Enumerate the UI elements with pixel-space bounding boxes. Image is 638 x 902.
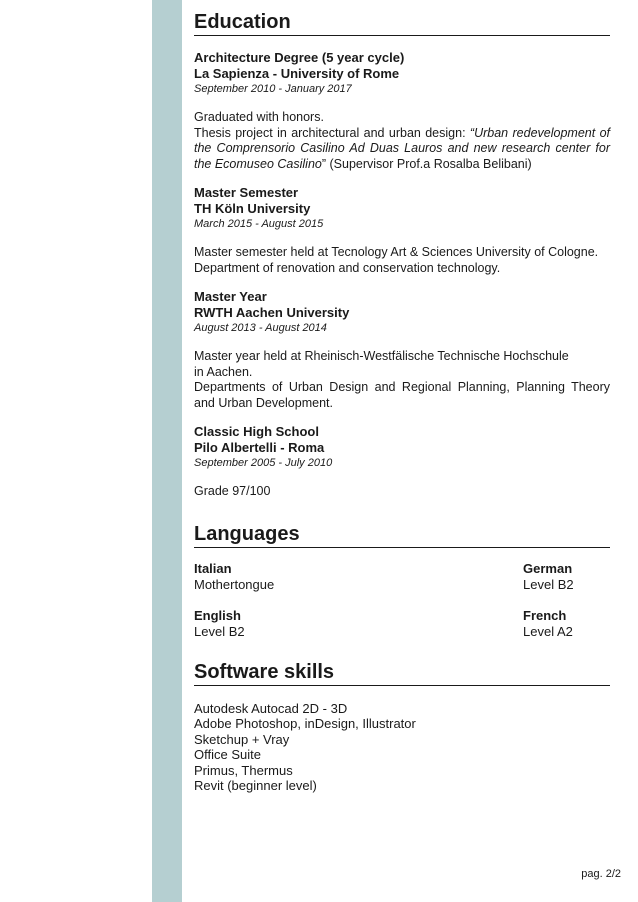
description-line: Master semester held at Tecnology Art & Sciences University of Cologne. <box>194 245 599 259</box>
language-item <box>523 561 593 593</box>
languages-row <box>194 608 610 640</box>
languages-title: Languages <box>194 522 610 548</box>
description-line: Master year held at Rheinisch-Westfälische Technische Hochschule <box>194 349 569 363</box>
degree-title: Master Year <box>194 289 267 304</box>
languages-row <box>194 561 610 593</box>
language-name: French <box>523 607 567 623</box>
education-entry <box>194 50 610 172</box>
software-item: Primus, Thermus <box>194 762 293 778</box>
language-name: English <box>194 607 241 623</box>
language-name: German <box>523 560 573 576</box>
school-name: RWTH Aachen University <box>194 305 350 320</box>
education-title: Education <box>194 10 610 36</box>
date-range: March 2015 - August 2015 <box>194 218 324 230</box>
date-range: September 2005 - July 2010 <box>194 457 333 469</box>
education-section <box>194 10 610 500</box>
education-entry <box>194 289 610 411</box>
language-level: Level A2 <box>523 623 573 639</box>
description-line: Departments of Urban Design and Regional Planning, Planning Theory and Urban Development. <box>194 380 610 410</box>
page-number: pag. 2/2 <box>581 868 621 880</box>
description-line: in Aachen. <box>194 364 253 379</box>
degree-title: Architecture Degree (5 year cycle) <box>194 50 405 65</box>
description-line <box>194 126 610 173</box>
software-item: Office Suite <box>194 747 261 762</box>
software-item: Sketchup + Vray <box>194 731 290 747</box>
date-range: September 2010 - January 2017 <box>194 83 352 95</box>
school-name: Pilo Albertelli - Roma <box>194 440 325 455</box>
sidebar-accent-bar <box>152 0 182 902</box>
description-line: Grade 97/100 <box>194 484 271 498</box>
software-section <box>194 660 610 794</box>
language-item <box>523 608 593 640</box>
education-entry <box>194 185 610 276</box>
entry-description <box>194 245 610 276</box>
resume-content <box>194 10 610 794</box>
school-name: La Sapienza - University of Rome <box>194 66 400 81</box>
degree-title: Master Semester <box>194 185 299 200</box>
education-entry <box>194 424 610 500</box>
language-name: Italian <box>194 560 232 576</box>
language-level: Mothertongue <box>194 576 275 592</box>
entry-description <box>194 349 610 411</box>
software-item: Adobe Photoshop, inDesign, Illustrator <box>194 716 416 731</box>
entry-description <box>194 484 610 500</box>
date-range: August 2013 - August 2014 <box>194 322 327 334</box>
degree-title: Classic High School <box>194 424 319 439</box>
software-item: Revit (beginner level) <box>194 778 317 793</box>
languages-section <box>194 522 610 640</box>
thesis-supervisor: ” (Supervisor Prof.a Rosalba Belibani) <box>321 156 532 171</box>
software-list <box>194 701 610 794</box>
entry-description <box>194 110 610 172</box>
description-line: Department of renovation and conservation technology. <box>194 260 501 275</box>
school-name: TH Köln University <box>194 201 311 216</box>
thesis-title: “Urban redevelopment of the Comprensorio Casilino Ad Duas Lauros and new research center for the Ecomuseo Casilino <box>194 125 610 171</box>
thesis-prefix: Thesis project in architectural and urban design: <box>194 125 470 140</box>
description-line: Graduated with honors. <box>194 110 324 124</box>
languages-grid <box>194 561 610 640</box>
language-item <box>194 561 314 593</box>
language-level: Level B2 <box>523 576 574 592</box>
language-level: Level B2 <box>194 623 245 639</box>
language-item <box>194 608 314 640</box>
software-title: Software skills <box>194 660 610 686</box>
software-item: Autodesk Autocad 2D - 3D <box>194 700 348 716</box>
